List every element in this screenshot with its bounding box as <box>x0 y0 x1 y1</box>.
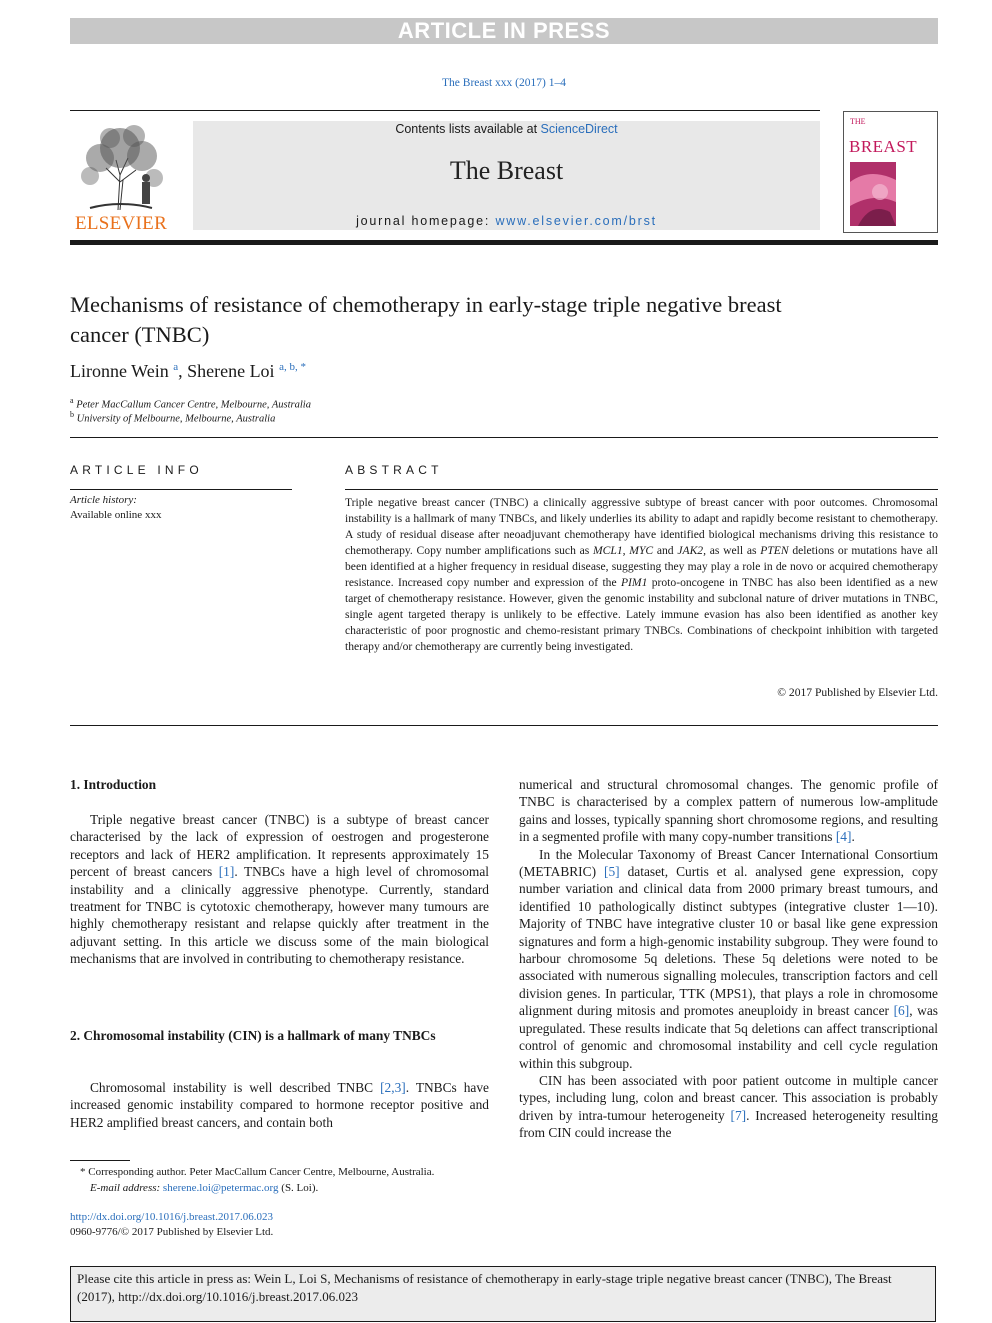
email-link[interactable]: sherene.loi@petermac.org <box>162 1181 279 1194</box>
citation-box: Please cite this article in press as: Wein L, Loi S, Mechanisms of resistance of chemotherapy in early-stage triple negative breast cancer (TNBC), The Breast (2017), http://dx.doi.org/10.1016/j.breast.2017.06.023 <box>70 1266 936 1322</box>
section-heading-introduction: 1. Introduction <box>70 777 157 792</box>
abstract-bottom-rule <box>70 725 938 726</box>
elsevier-wordmark: ELSEVIER <box>74 213 168 234</box>
abstract-head-rule <box>345 489 938 490</box>
journal-citation-link[interactable]: The Breast xxx (2017) 1–4 <box>442 77 566 89</box>
cin-paragraph: Chromosomal instability is well described TNBC [2,3]. TNBCs have increased genomic instability compared to hormone receptor positive and HER2 amplified breast cancers, and contain both <box>70 1080 489 1130</box>
affiliation <box>70 396 311 411</box>
homepage-prefix: journal homepage: <box>356 214 496 228</box>
header-bottom-rule <box>70 240 938 245</box>
reference-link[interactable]: [1] <box>218 864 235 880</box>
cover-title-top: THE <box>850 117 866 126</box>
author-name[interactable]: Lironne Wein <box>70 361 169 381</box>
article-in-press-banner: ARTICLE IN PRESS <box>70 18 938 44</box>
author-affiliation-mark[interactable]: a, b, * <box>279 361 306 373</box>
author-affiliation-mark[interactable]: a <box>173 361 179 373</box>
article-info-heading: ARTICLE INFO <box>70 463 203 477</box>
info-top-rule <box>70 437 938 438</box>
right-column-text: numerical and structural chromosomal changes. The genomic profile of TNBC is characterised by a complex pattern of numerous low-amplitude gains and losses, typically spanning short chromosome regions, and resulting in a segmented profile with many copy-number transitions [4]. In the Molecular Taxonomy of Breast Cancer International Consortium (METABRIC) [5] dataset, Curtis et al. analysed gene expression, copy number variation and clinical data from 2000 primary breast tumours, and identified 10 pathologically distinct subtypes (integrative cluster 1—10). Majority of TNBC have integrative cluster 10 or basal like gene expression signatures and form a high-genomic instability subgroup. They were found to harbour chromosome 5q deletions. These 5q deletions were noted to be associated with numerous signalling molecules, transcription factors and cell division genes. In particular, TTK (MPS1), that plays a role in chromosome alignment during mitosis and promotes aneuploidy in breast cancer [6], was upregulated. These results indicate that 5q deletions can affect transcriptional control of genomic and chromosomal instability and cell cycle regulation within this subgroup. CIN has been associated with poor patient outcome in multiple cancer types, including lung, colon and breast cancer. This association is probably driven by intra-tumour heterogeneity [7]. Increased heterogeneity resulting from CIN could increase the <box>519 777 939 1141</box>
contents-prefix: Contents lists available at <box>395 122 541 136</box>
affiliation-mark: b <box>70 410 74 419</box>
issn-line: 0960-9776/© 2017 Published by Elsevier Ltd. <box>70 1226 274 1238</box>
header-top-rule <box>70 110 820 111</box>
contents-available-line <box>193 122 820 136</box>
author-name[interactable]: Sherene Loi <box>187 361 275 381</box>
reference-link[interactable]: [2,3] <box>380 1080 406 1095</box>
corresponding-author-footnote: * Corresponding author. Peter MacCallum Cancer Centre, Melbourne, Australia. E-mail address: sherene.loi@petermac.org (S. Loi). <box>80 1166 435 1194</box>
reference-link[interactable]: [4] <box>835 829 852 845</box>
abstract-heading: ABSTRACT <box>345 463 443 477</box>
section-heading-cin: 2. Chromosomal instability (CIN) is a hallmark of many TNBCs <box>70 1028 436 1043</box>
affiliation-text: Peter MacCallum Cancer Centre, Melbourne, Australia <box>76 399 311 411</box>
article-history-value: Available online xxx <box>70 509 162 521</box>
reference-link[interactable]: [6] <box>893 1003 910 1019</box>
article-history-label: Article history: <box>70 494 137 506</box>
journal-cover-thumbnail[interactable] <box>843 111 938 233</box>
affiliation-mark: a <box>70 396 74 405</box>
cover-title-main: BREAST <box>849 137 918 156</box>
affiliation <box>70 410 275 425</box>
doi-link[interactable]: http://dx.doi.org/10.1016/j.breast.2017.06.023 <box>70 1211 273 1223</box>
author-list: Lironne Wein $^a$, Sherene Loi $^{a, b, *}$ <box>70 361 306 381</box>
cover-artwork <box>850 162 896 226</box>
article-title: Mechanisms of resistance of chemotherapy in early-stage triple negative breast cancer (TNBC) <box>70 292 782 347</box>
reference-link[interactable]: [7] <box>730 1107 747 1123</box>
info-head-rule <box>70 489 292 490</box>
reference-link[interactable]: [5] <box>604 864 620 880</box>
sciencedirect-link[interactable]: ScienceDirect <box>540 122 618 136</box>
affiliation-text: University of Melbourne, Melbourne, Australia <box>76 413 276 425</box>
abstract-copyright: © 2017 Published by Elsevier Ltd. <box>777 686 938 699</box>
abstract-text: Triple negative breast cancer (TNBC) a clinically aggressive subtype of breast cancer with poor outcomes. Chromosomal instability is a hallmark of many TNBCs, and likely underlies its ability to adapt and rapidly become resistant to chemotherapy. A study of residual disease after neoadjuvant chemotherapy have identified biological mechanisms driving this resistance to chemotherapy. Copy number amplifications such as MCL1, MYC and JAK2, as well as PTEN deletions or mutations have all been identified at a higher frequency in residual disease, suggesting they may play a role in de novo or acquired chemotherapy resistance. Increased copy number and expression of the PIM1 proto-oncogene in TNBC has also been identified as a new target of chemotherapy resistance. However, given the genomic instability and subclonal nature of driver mutations in TNBC, single agent targeted therapy is unlikely to be effective. Lately immune evasion has also been identified as another key characteristic of poor prognostic and chemo-resistant primary TNBCs. Combinations of checkpoint inhibition with targeted therapy and/or chemotherapy are currently being investigated. <box>345 496 938 653</box>
journal-homepage-line <box>193 214 820 228</box>
introduction-paragraph: Triple negative breast cancer (TNBC) is a subtype of breast cancer characterised by the lack of expression of oestrogen and progesterone receptors and lack of HER2 amplification. It represents approximately 15 percent of breast cancers [1]. TNBCs have a high level of chromosomal instability and a clinically aggressive phenotype. Currently, standard treatment for TNBC is cytotoxic chemotherapy, however many tumours are highly chemotherapy resistant and relapse quickly after treatment in the adjuvant setting. In this article we discuss some of the main biological mechanisms that are involved in contributing to chemotherapy resistance. <box>70 812 489 967</box>
journal-name: The Breast <box>449 156 564 185</box>
footnote-rule <box>70 1160 130 1161</box>
homepage-link[interactable]: www.elsevier.com/brst <box>495 214 657 228</box>
